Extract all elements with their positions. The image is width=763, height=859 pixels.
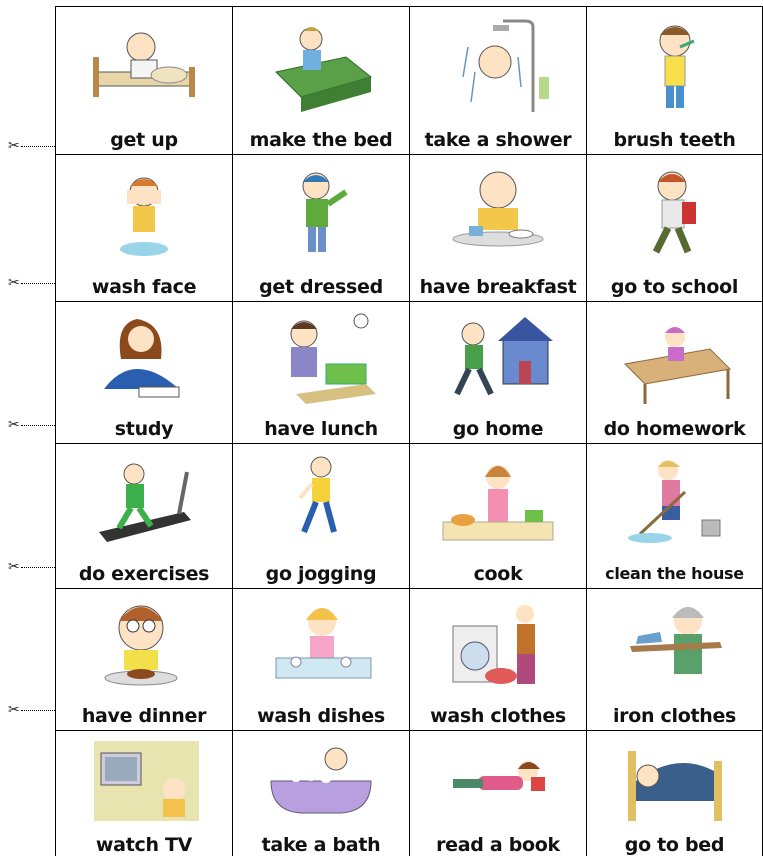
boy-eating-breakfast-icon bbox=[410, 155, 586, 273]
card-label: get dressed bbox=[259, 276, 383, 298]
card-have-dinner bbox=[56, 589, 233, 730]
card-brush-teeth bbox=[587, 7, 763, 154]
scissors-cut-mark bbox=[8, 417, 55, 433]
boy-brushing-teeth-icon bbox=[587, 7, 762, 126]
card-label: wash dishes bbox=[257, 705, 385, 727]
card-study bbox=[56, 302, 233, 443]
card-iron-clothes bbox=[587, 589, 763, 730]
boy-watching-tv-icon bbox=[56, 731, 232, 831]
grandma-ironing-icon bbox=[587, 589, 762, 702]
card-label: have breakfast bbox=[419, 276, 577, 298]
card-label: read a book bbox=[436, 834, 560, 856]
boy-getting-dressed-icon bbox=[233, 155, 409, 273]
card-go-jogging bbox=[233, 444, 410, 588]
boy-showering-icon bbox=[410, 7, 586, 126]
scissors-icon: ✂ bbox=[8, 559, 20, 575]
card-label: wash face bbox=[91, 276, 197, 298]
card-label: watch TV bbox=[95, 834, 193, 856]
card-go-home bbox=[410, 302, 587, 443]
card-label: cook bbox=[473, 563, 523, 585]
boy-sleeping-in-bed-icon bbox=[587, 731, 762, 831]
card-read-a-book bbox=[410, 731, 587, 856]
card-label: have dinner bbox=[81, 705, 207, 727]
woman-washing-clothes-icon bbox=[410, 589, 586, 702]
boy-eating-dinner-icon bbox=[56, 589, 232, 702]
scissors-cut-mark bbox=[8, 275, 55, 291]
card-cook bbox=[410, 444, 587, 588]
card-label: brush teeth bbox=[613, 129, 736, 151]
card-wash-face bbox=[56, 155, 233, 301]
boy-waking-up-in-bed-icon bbox=[56, 7, 232, 126]
scissors-cut-mark bbox=[8, 138, 55, 154]
girl-reading-book-icon bbox=[410, 731, 586, 831]
card-label: go jogging bbox=[265, 563, 377, 585]
card-label: wash clothes bbox=[430, 705, 566, 727]
scissors-cut-mark bbox=[8, 702, 55, 718]
boy-running-home-icon bbox=[410, 302, 586, 415]
card-get-up bbox=[56, 7, 233, 154]
girl-cooking-icon bbox=[410, 444, 586, 560]
scissors-icon: ✂ bbox=[8, 138, 20, 154]
card-wash-clothes bbox=[410, 589, 587, 730]
card-label: take a bath bbox=[261, 834, 381, 856]
card-row bbox=[56, 7, 763, 155]
card-label: go to bed bbox=[624, 834, 725, 856]
card-row bbox=[56, 302, 763, 444]
scissors-icon: ✂ bbox=[8, 275, 20, 291]
card-label: make the bed bbox=[249, 129, 393, 151]
card-label: get up bbox=[110, 129, 178, 151]
card-wash-dishes bbox=[233, 589, 410, 730]
card-label: study bbox=[114, 418, 174, 440]
card-row bbox=[56, 444, 763, 589]
card-label: clean the house bbox=[605, 564, 744, 583]
woman-mopping-icon bbox=[587, 444, 762, 560]
card-go-to-school bbox=[587, 155, 763, 301]
card-take-a-bath bbox=[233, 731, 410, 856]
card-label: go home bbox=[452, 418, 544, 440]
card-clean-the-house bbox=[587, 444, 763, 588]
card-label: take a shower bbox=[424, 129, 572, 151]
scissors-icon: ✂ bbox=[8, 417, 20, 433]
boy-eating-lunch-icon bbox=[233, 302, 409, 415]
flashcard-grid bbox=[55, 6, 763, 856]
card-label: iron clothes bbox=[612, 705, 737, 727]
card-have-lunch bbox=[233, 302, 410, 443]
girl-washing-dishes-icon bbox=[233, 589, 409, 702]
boy-washing-face-icon bbox=[56, 155, 232, 273]
card-take-a-shower bbox=[410, 7, 587, 154]
card-row bbox=[56, 155, 763, 302]
card-have-breakfast bbox=[410, 155, 587, 301]
card-row bbox=[56, 731, 763, 856]
girl-studying-icon bbox=[56, 302, 232, 415]
card-label: do exercises bbox=[78, 563, 210, 585]
scissors-icon: ✂ bbox=[8, 702, 20, 718]
card-label: have lunch bbox=[264, 418, 378, 440]
man-in-bathtub-icon bbox=[233, 731, 409, 831]
boy-making-bed-icon bbox=[233, 7, 409, 126]
man-jogging-icon bbox=[233, 444, 409, 560]
card-label: do homework bbox=[603, 418, 746, 440]
card-row bbox=[56, 589, 763, 731]
man-on-treadmill-icon bbox=[56, 444, 232, 560]
card-do-homework bbox=[587, 302, 763, 443]
card-go-to-bed bbox=[587, 731, 763, 856]
scissors-cut-mark bbox=[8, 559, 55, 575]
girl-doing-homework-icon bbox=[587, 302, 762, 415]
card-get-dressed bbox=[233, 155, 410, 301]
card-watch-tv bbox=[56, 731, 233, 856]
card-do-exercises bbox=[56, 444, 233, 588]
boy-walking-to-school-icon bbox=[587, 155, 762, 273]
card-make-the-bed bbox=[233, 7, 410, 154]
card-label: go to school bbox=[610, 276, 739, 298]
